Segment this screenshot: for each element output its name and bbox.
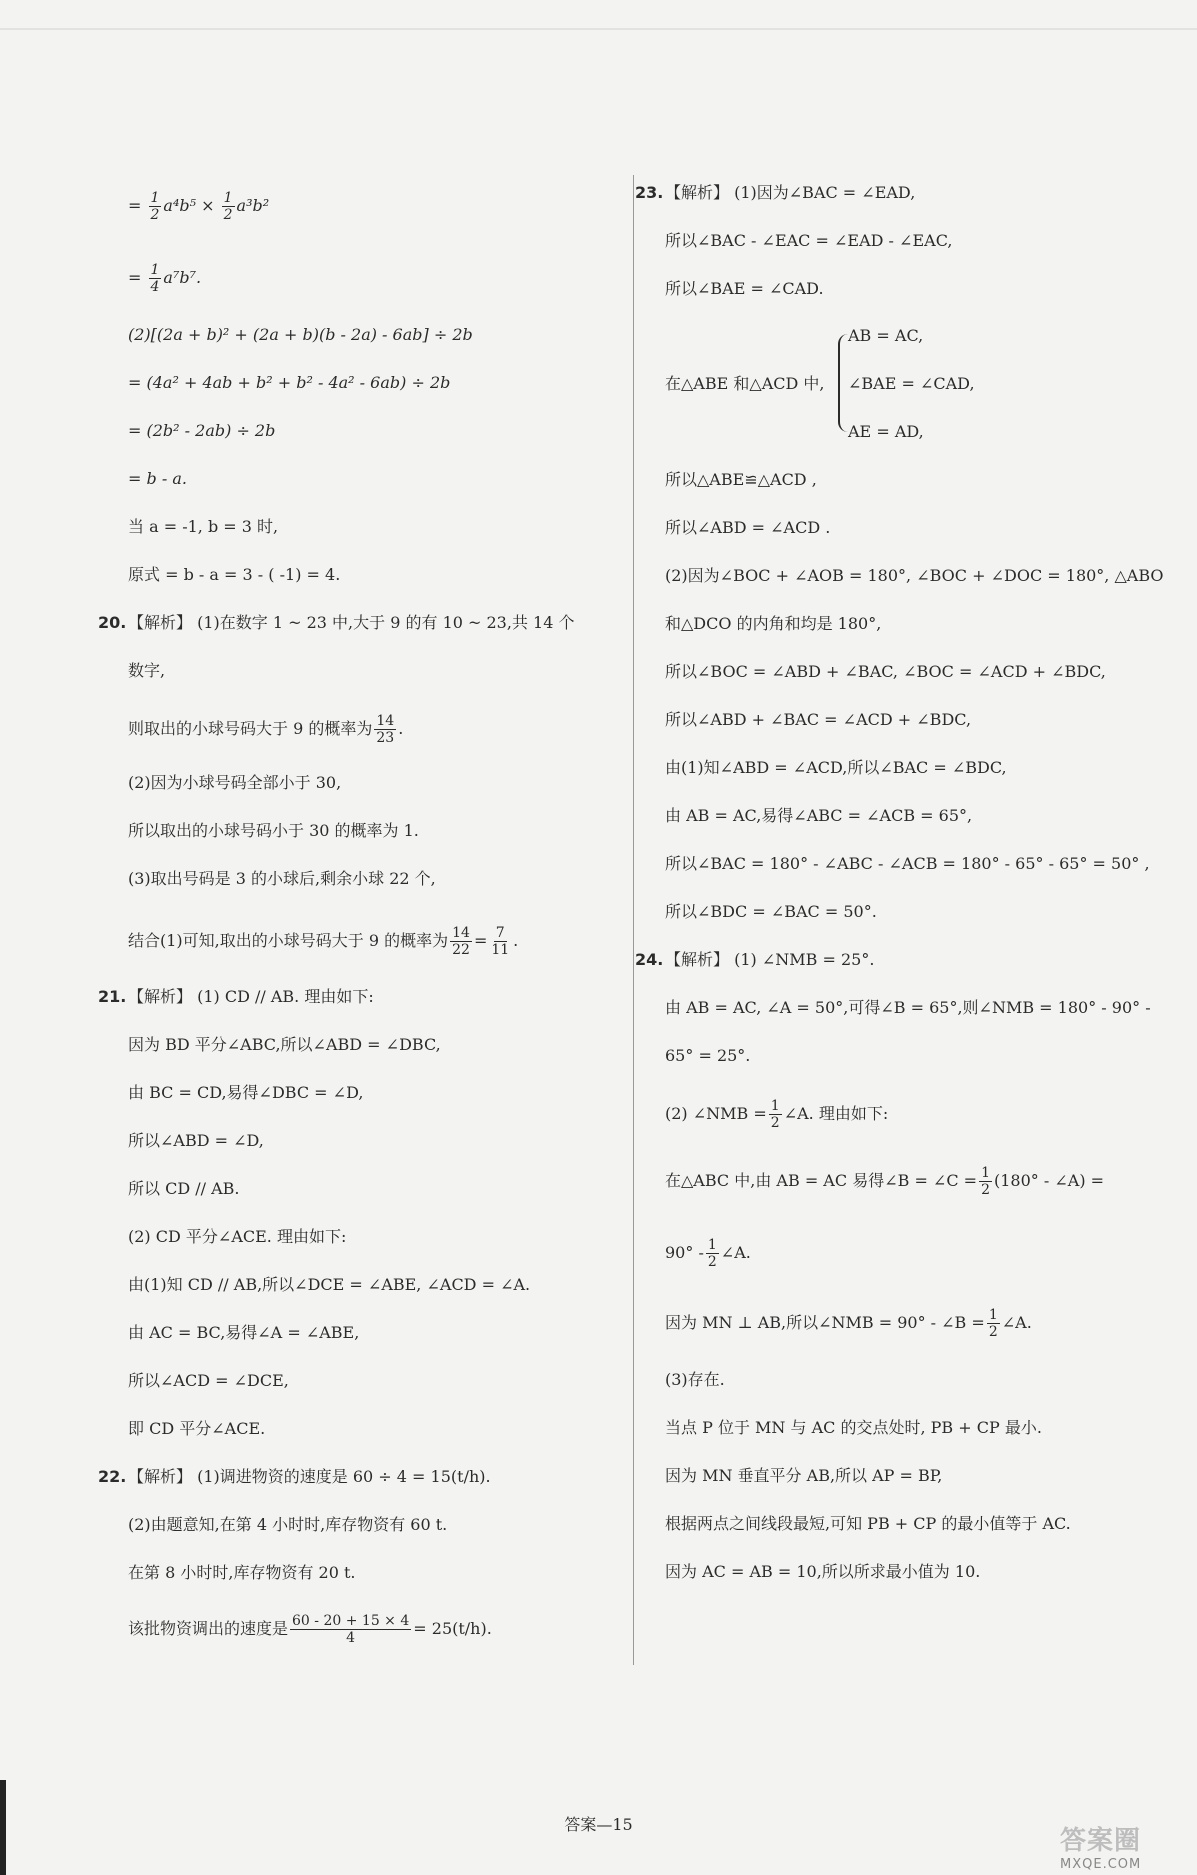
left-line-7: 当 a = -1, b = 3 时, (128, 517, 279, 536)
q24-line-12: 因为 AC = AB = 10,所以所求最小值为 10. (665, 1562, 981, 1581)
fraction: $\frac{14}{22}$ (452, 925, 470, 958)
watermark-text: 答案圈 (1060, 1826, 1142, 1856)
q23-line-10: 由(1)知∠ABD = ∠ACD,所以∠BAC = ∠BDC, (665, 758, 1007, 777)
fraction: $\frac{7}{11}$ (491, 925, 510, 958)
left-line-6: = b - a. (128, 469, 187, 488)
q24-line-7: 因为 MN ⊥ AB,所以∠NMB = 90° - ∠B = $\frac{1}{2}$ ∠A. (665, 1307, 1032, 1340)
q24-line-4: (2) ∠NMB = $\frac{1}{2}$ ∠A. 理由如下: (665, 1098, 889, 1131)
column-divider (633, 175, 634, 1665)
q24-line-1: 【解析】 (1) ∠NMB = 25°. (665, 950, 875, 969)
q21-line-7: 由(1)知 CD // AB,所以∠DCE = ∠ABE, ∠ACD = ∠A. (128, 1275, 531, 1294)
fraction: $\frac{1}{2}$ (988, 1307, 998, 1340)
fraction: $\frac{1}{2}$ (150, 190, 160, 223)
q23-line-12: 所以∠BAC = 180° - ∠ABC - ∠ACB = 180° - 65° - 65° = 50° , (665, 854, 1150, 873)
left-line-8: 原式 = b - a = 3 - ( -1) = 4. (128, 565, 341, 584)
q23-line-13: 所以∠BDC = ∠BAC = 50°. (665, 902, 877, 921)
top-rule (0, 28, 1197, 30)
q23-brace-1: AB = AC, (848, 326, 924, 345)
q24-line-8: (3)存在. (665, 1370, 725, 1389)
q24-line-11: 根据两点之间线段最短,可知 PB + CP 的最小值等于 AC. (665, 1514, 1071, 1533)
fraction: $\frac{1}{4}$ (150, 262, 160, 295)
q21-line-9: 所以∠ACD = ∠DCE, (128, 1371, 289, 1390)
q21-line-2: 因为 BD 平分∠ABC,所以∠ABD = ∠DBC, (128, 1035, 441, 1054)
q20-line-1: 【解析】 (1)在数字 1 ~ 23 中,大于 9 的有 10 ~ 23,共 14 个 (128, 613, 575, 632)
q23-line-2: 所以∠BAC - ∠EAC = ∠EAD - ∠EAC, (665, 231, 953, 250)
q22-line-3: 在第 8 小时时,库存物资有 20 t. (128, 1563, 356, 1582)
q20-line-2: 数字, (128, 661, 166, 680)
q23-line-4: 所以△ABE≌△ACD , (665, 470, 817, 489)
watermark-url: MXQE.COM (1060, 1857, 1142, 1872)
q23-brace-prefix: 在△ABE 和△ACD 中, (665, 374, 825, 393)
q23-line-7: 和△DCO 的内角和均是 180°, (665, 614, 882, 633)
q22-line-2: (2)由题意知,在第 4 小时时,库存物资有 60 t. (128, 1515, 448, 1534)
q20-line-4: (2)因为小球号码全部小于 30, (128, 773, 342, 792)
q24-line-5: 在△ABC 中,由 AB = AC 易得∠B = ∠C = $\frac{1}{2}$ (180° - ∠A) = (665, 1165, 1105, 1198)
q24-line-6: 90° - $\frac{1}{2}$ ∠A. (665, 1237, 751, 1270)
q23-line-9: 所以∠ABD + ∠BAC = ∠ACD + ∠BDC, (665, 710, 972, 729)
q23-line-6: (2)因为∠BOC + ∠AOB = 180°, ∠BOC + ∠DOC = 180°, △ABO (665, 566, 1164, 585)
q23-line-5: 所以∠ABD = ∠ACD . (665, 518, 831, 537)
q23-line-8: 所以∠BOC = ∠ABD + ∠BAC, ∠BOC = ∠ACD + ∠BDC, (665, 662, 1106, 681)
fraction: $\frac{1}{2}$ (981, 1165, 990, 1198)
q24-line-10: 因为 MN 垂直平分 AB,所以 AP = BP, (665, 1466, 943, 1485)
q21-line-3: 由 BC = CD,易得∠DBC = ∠D, (128, 1083, 364, 1102)
q21-line-10: 即 CD 平分∠ACE. (128, 1419, 266, 1438)
q23-line-1: 【解析】 (1)因为∠BAC = ∠EAD, (665, 183, 916, 202)
question-number-22: 22. (98, 1467, 127, 1486)
left-line-4: = (4a² + 4ab + b² + b² - 4a² - 6ab) ÷ 2b (128, 373, 451, 392)
q20-line-3: 则取出的小球号码大于 9 的概率为 $\frac{14}{23}$ . (128, 713, 404, 746)
q22-line-4: 该批物资调出的速度是 $\frac{60 - 20 + 15 \times 4}{4}$ = 25(t/h). (128, 1613, 492, 1646)
left-line-1: = $\frac{1}{2}$ a⁴b⁵ × $\frac{1}{2}$ a³b² (128, 190, 270, 223)
q23-line-3: 所以∠BAE = ∠CAD. (665, 279, 824, 298)
question-number-20: 20. (98, 613, 127, 632)
q24-line-2: 由 AB = AC, ∠A = 50°,可得∠B = 65°,则∠NMB = 180° - 90° - (665, 998, 1151, 1017)
fraction: $\frac{1}{2}$ (223, 190, 233, 223)
left-line-3: (2)[(2a + b)² + (2a + b)(b - 2a) - 6ab] ÷ 2b (128, 325, 473, 344)
watermark-logo (1060, 1820, 1195, 1872)
q20-line-7: 结合(1)可知,取出的小球号码大于 9 的概率为 $\frac{14}{22}$ = $\frac{7}{11}$ . (128, 925, 519, 958)
fraction: $\frac{1}{2}$ (770, 1098, 780, 1131)
q24-line-9: 当点 P 位于 MN 与 AC 的交点处时, PB + CP 最小. (665, 1418, 1042, 1437)
q21-line-6: (2) CD 平分∠ACE. 理由如下: (128, 1227, 347, 1246)
q21-line-4: 所以∠ABD = ∠D, (128, 1131, 264, 1150)
q21-line-1: 【解析】 (1) CD // AB. 理由如下: (128, 987, 374, 1006)
q24-line-3: 65° = 25°. (665, 1046, 751, 1065)
left-line-2: = $\frac{1}{4}$ a⁷b⁷. (128, 262, 202, 295)
q22-line-1: 【解析】 (1)调进物资的速度是 60 ÷ 4 = 15(t/h). (128, 1467, 491, 1486)
q21-line-5: 所以 CD // AB. (128, 1179, 240, 1198)
question-number-24: 24. (635, 950, 664, 969)
q23-line-11: 由 AB = AC,易得∠ABC = ∠ACB = 65°, (665, 806, 973, 825)
question-number-21: 21. (98, 987, 127, 1006)
left-line-5: = (2b² - 2ab) ÷ 2b (128, 421, 276, 440)
q23-brace-3: AE = AD, (848, 422, 924, 441)
q20-line-5: 所以取出的小球号码小于 30 的概率为 1. (128, 821, 419, 840)
q20-line-6: (3)取出号码是 3 的小球后,剩余小球 22 个, (128, 869, 436, 888)
scan-edge (0, 1780, 6, 1875)
q21-line-8: 由 AC = BC,易得∠A = ∠ABE, (128, 1323, 360, 1342)
fraction: $\frac{14}{23}$ (376, 713, 395, 746)
page-number: 答案—15 (564, 1815, 633, 1834)
fraction: $\frac{60 - 20 + 15 \times 4}{4}$ (292, 1613, 410, 1646)
q23-brace-2: ∠BAE = ∠CAD, (848, 374, 975, 393)
question-number-23: 23. (635, 183, 664, 202)
fraction: $\frac{1}{2}$ (707, 1237, 717, 1270)
